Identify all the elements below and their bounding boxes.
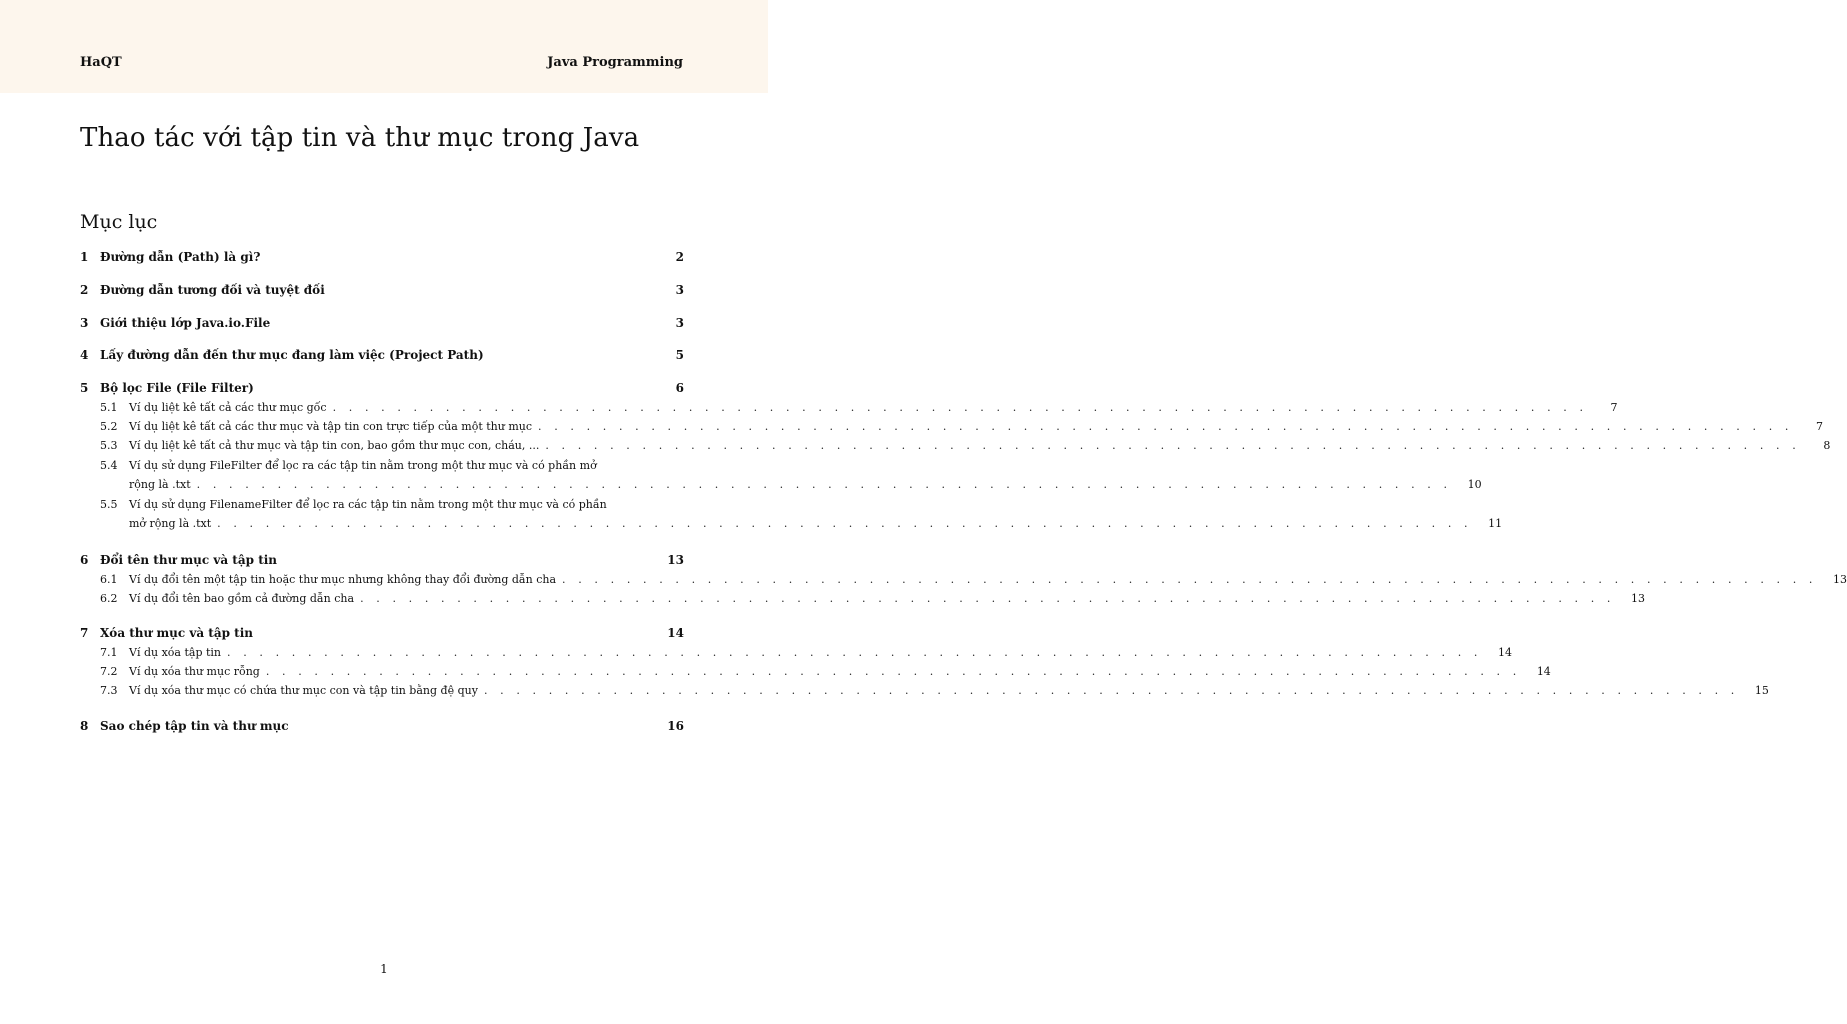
toc-section-number: 8 — [80, 719, 89, 733]
toc-section-page: 16 — [667, 719, 684, 733]
toc-subsection-line — [129, 681, 1769, 700]
toc-subsection-title: Ví dụ đổi tên bao gồm cả đường dẫn cha — [129, 592, 355, 605]
toc-dot-leader: . . . . . . . . . . . . . . . . . . . . . . . . . . . . . . . . . . . . . . . . . . . . . . . . . . . . . . . . . . . . . . . . . . . . . . . . . . . . . . — [265, 665, 1521, 678]
toc-section-page: 3 — [675, 283, 684, 297]
toc-section-entry — [80, 312, 684, 334]
toc-section-number: 7 — [80, 626, 89, 640]
toc-subsection-body — [129, 398, 1618, 417]
toc-subsection-line — [129, 514, 1502, 533]
toc-section-title: Lấy đường dẫn đến thư mục đang làm việc (Project Path) — [100, 348, 484, 362]
toc-section-number: 4 — [80, 348, 89, 362]
toc-subsection-title: rộng là .txt — [129, 478, 191, 491]
header-author: HaQT — [80, 55, 122, 70]
toc-subsection-number: 7.3 — [100, 684, 118, 697]
toc-subsection-number: 7.2 — [100, 665, 118, 678]
toc-subsection-entry — [100, 417, 1823, 436]
toc-dot-leader: . . . . . . . . . . . . . . . . . . . . . . . . . . . . . . . . . . . . . . . . . . . . . . . . . . . . . . . . . . . . . . . . . . . . . . . . . . . . . . — [538, 420, 1793, 433]
toc-section-number: 1 — [80, 250, 89, 264]
toc-subsection-line — [129, 495, 1502, 514]
toc-dot-leader: . . . . . . . . . . . . . . . . . . . . . . . . . . . . . . . . . . . . . . . . . . . . . . . . . . . . . . . . . . . . . . . . . . . . . . . . . . . . . . — [196, 478, 1452, 491]
toc-subsection-page: 14 — [1536, 665, 1551, 678]
toc-subsection-title: Ví dụ đổi tên một tập tin hoặc thư mục nhưng không thay đổi đường dẫn cha — [129, 573, 557, 586]
toc-section-entry — [80, 622, 684, 644]
page-number: 1 — [380, 962, 388, 976]
toc-section-entry — [80, 279, 684, 301]
toc-dot-leader: . . . . . . . . . . . . . . . . . . . . . . . . . . . . . . . . . . . . . . . . . . . . . . . . . . . . . . . . . . . . . . . . . . . . . . . . . . . . . . — [483, 684, 1739, 697]
document-title: Thao tác với tập tin và thư mục trong Java — [80, 123, 640, 153]
toc-subsection-title: Ví dụ sử dụng FileFilter để lọc ra các tập tin nằm trong một thư mục và có phần mở — [129, 459, 597, 472]
toc-subsection-body — [129, 456, 1482, 494]
toc-subsection-line — [129, 417, 1823, 436]
toc-subsection-line — [129, 570, 1847, 589]
toc-subsection-body — [129, 417, 1823, 436]
toc-subsection-number: 5.3 — [100, 439, 118, 452]
toc-subsection-line — [129, 589, 1645, 608]
toc-section-title: Giới thiệu lớp Java.io.File — [100, 316, 271, 330]
toc-section-number: 3 — [80, 316, 89, 330]
toc-subsection-number: 5.1 — [100, 401, 118, 414]
toc-subsection-title: Ví dụ liệt kê tất cả các thư mục và tập tin con trực tiếp của một thư mục — [129, 420, 533, 433]
toc-section-entry — [80, 549, 684, 571]
toc-subsection-body — [129, 570, 1847, 589]
toc-subsection-entry — [100, 662, 1551, 681]
toc-subsection-page: 10 — [1467, 478, 1482, 491]
page-header — [0, 0, 768, 93]
toc-section-page: 6 — [675, 381, 684, 395]
toc-subsection-number: 6.1 — [100, 573, 118, 586]
toc-dot-leader: . . . . . . . . . . . . . . . . . . . . . . . . . . . . . . . . . . . . . . . . . . . . . . . . . . . . . . . . . . . . . . . . . . . . . . . . . . . . . . — [545, 439, 1801, 452]
toc-section-page: 5 — [675, 348, 684, 362]
toc-subsection-page: 11 — [1488, 517, 1503, 530]
toc-section-number: 5 — [80, 381, 89, 395]
header-course: Java Programming — [547, 55, 683, 70]
toc-subsection-entry — [100, 589, 1646, 608]
toc-subsection-title: Ví dụ sử dụng FilenameFilter để lọc ra các tập tin nằm trong một thư mục và có phần — [129, 498, 607, 511]
toc-subsection-entry — [100, 681, 1769, 700]
toc-subsection-line — [129, 436, 1830, 455]
toc-dot-leader: . . . . . . . . . . . . . . . . . . . . . . . . . . . . . . . . . . . . . . . . . . . . . . . . . . . . . . . . . . . . . . . . . . . . . . . . . . . . . . — [227, 646, 1482, 659]
toc-subsection-line — [129, 456, 1482, 475]
toc-subsection-title: Ví dụ xóa tập tin — [129, 646, 222, 659]
toc-dot-leader: . . . . . . . . . . . . . . . . . . . . . . . . . . . . . . . . . . . . . . . . . . . . . . . . . . . . . . . . . . . . . . . . . . . . . . . . . . . . . . — [360, 592, 1616, 605]
toc-subsection-number: 5.5 — [100, 498, 118, 511]
toc-dot-leader: . . . . . . . . . . . . . . . . . . . . . . . . . . . . . . . . . . . . . . . . . . . . . . . . . . . . . . . . . . . . . . . . . . . . . . . . . . . . . . — [332, 401, 1588, 414]
toc-heading: Mục lục — [80, 211, 158, 233]
toc-section-page: 13 — [667, 553, 684, 567]
toc-subsection-title: Ví dụ xóa thư mục rỗng — [129, 665, 260, 678]
toc-subsection-body — [129, 589, 1645, 608]
toc-subsection-line — [129, 398, 1618, 417]
toc-subsection-number: 5.4 — [100, 459, 118, 472]
toc-section-title: Đổi tên thư mục và tập tin — [100, 553, 278, 567]
toc-dot-leader: . . . . . . . . . . . . . . . . . . . . . . . . . . . . . . . . . . . . . . . . . . . . . . . . . . . . . . . . . . . . . . . . . . . . . . . . . . . . . . — [562, 573, 1818, 586]
toc-section-title: Bộ lọc File (File Filter) — [100, 381, 254, 395]
toc-subsection-entry — [100, 436, 1831, 455]
toc-section-title: Sao chép tập tin và thư mục — [100, 719, 289, 733]
toc-subsection-title: mở rộng là .txt — [129, 517, 212, 530]
toc-section-title: Đường dẫn tương đối và tuyệt đối — [100, 283, 325, 297]
toc-subsection-entry — [100, 398, 1618, 417]
toc-subsection-page: 13 — [1833, 573, 1847, 586]
toc-subsection-line — [129, 662, 1551, 681]
toc-subsection-number: 7.1 — [100, 646, 118, 659]
toc-subsection-line — [129, 643, 1512, 662]
toc-section-page: 2 — [675, 250, 684, 264]
toc-subsection-body — [129, 643, 1512, 662]
toc-subsection-title: Ví dụ liệt kê tất cả thư mục và tập tin con, bao gồm thư mục con, cháu, ... — [129, 439, 540, 452]
toc-subsection-title: Ví dụ liệt kê tất cả các thư mục gốc — [129, 401, 327, 414]
toc-subsection-entry — [100, 495, 1503, 533]
toc-section-entry — [80, 344, 684, 366]
toc-subsection-page: 7 — [1815, 420, 1823, 433]
toc-subsection-entry — [100, 643, 1512, 662]
toc-subsection-number: 5.2 — [100, 420, 118, 433]
toc-subsection-entry — [100, 456, 1482, 494]
toc-subsection-page: 15 — [1754, 684, 1769, 697]
toc-section-title: Đường dẫn (Path) là gì? — [100, 250, 261, 264]
toc-subsection-entry — [100, 570, 1847, 589]
toc-subsection-page: 8 — [1823, 439, 1831, 452]
toc-section-number: 6 — [80, 553, 89, 567]
toc-subsection-body — [129, 495, 1502, 533]
toc-subsection-body — [129, 436, 1830, 455]
toc-section-page: 3 — [675, 316, 684, 330]
toc-dot-leader: . . . . . . . . . . . . . . . . . . . . . . . . . . . . . . . . . . . . . . . . . . . . . . . . . . . . . . . . . . . . . . . . . . . . . . . . . . . . . . — [217, 517, 1473, 530]
toc-subsection-page: 7 — [1610, 401, 1618, 414]
toc-section-title: Xóa thư mục và tập tin — [100, 626, 253, 640]
toc-subsection-number: 6.2 — [100, 592, 118, 605]
toc-subsection-line — [129, 475, 1482, 494]
toc-subsection-body — [129, 662, 1551, 681]
toc-section-entry — [80, 377, 684, 399]
toc-subsection-page: 13 — [1631, 592, 1646, 605]
toc-section-page: 14 — [667, 626, 684, 640]
toc-subsection-body — [129, 681, 1769, 700]
toc-section-entry — [80, 715, 684, 737]
toc-section-number: 2 — [80, 283, 89, 297]
toc-section-entry — [80, 246, 684, 268]
toc-subsection-title: Ví dụ xóa thư mục có chứa thư mục con và tập tin bằng đệ quy — [129, 684, 478, 697]
toc-subsection-page: 14 — [1497, 646, 1512, 659]
